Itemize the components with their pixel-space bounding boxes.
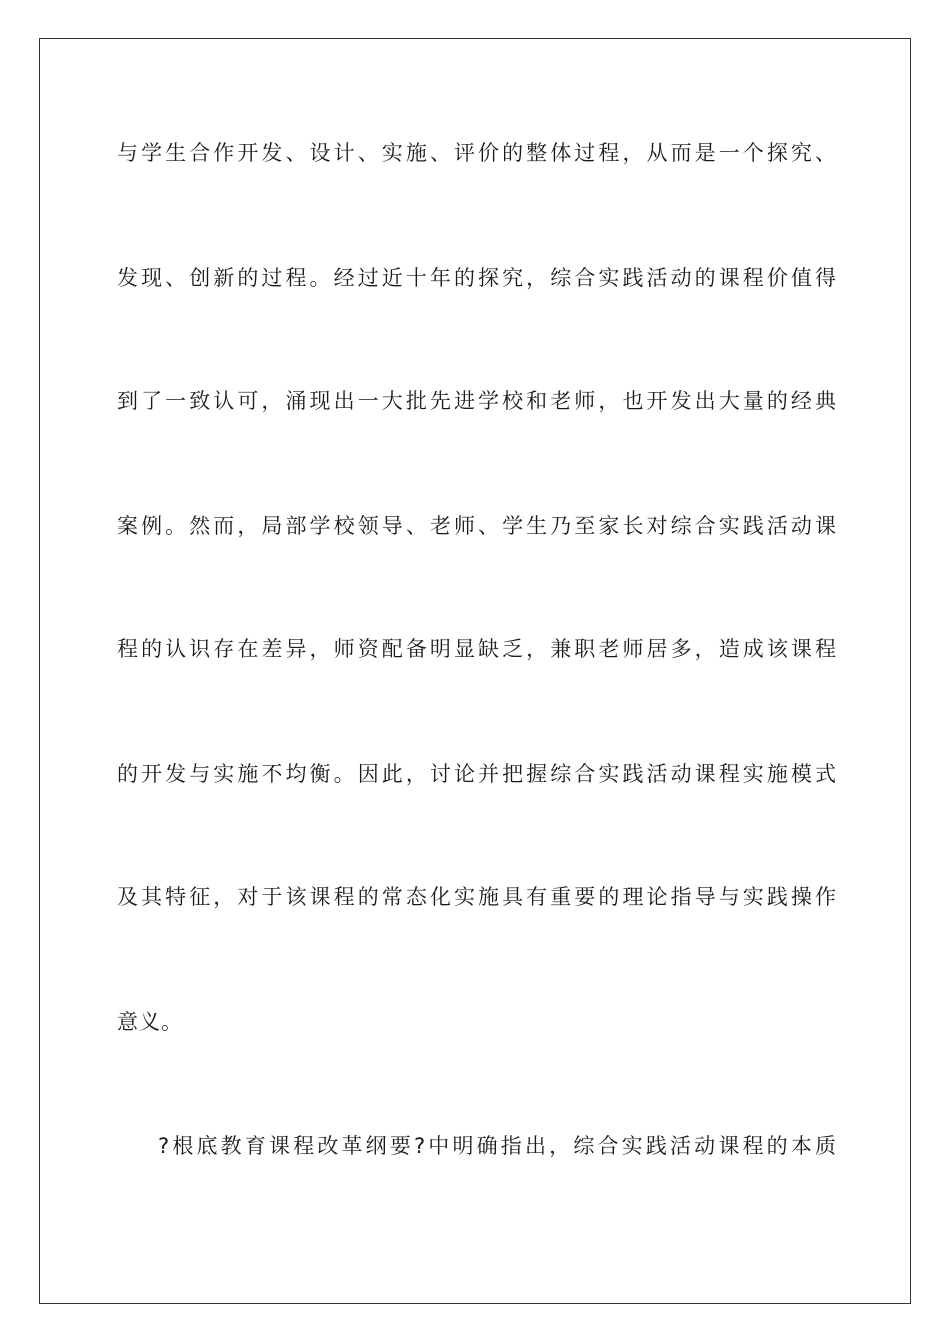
paragraph-line: 与学生合作开发、设计、实施、评价的整体过程，从而是一个探究、 [117, 141, 837, 165]
paragraph-line: 案例。然而，局部学校领导、老师、学生乃至家长对综合实践活动课 [117, 514, 837, 538]
paragraph-line: 发现、创新的过程。经过近十年的探究，综合实践活动的课程价值得 [117, 266, 837, 290]
page-border [39, 38, 911, 1304]
paragraph-line: 的开发与实施不均衡。因此，讨论并把握综合实践活动课程实施模式 [117, 762, 837, 786]
paragraph-line: 及其特征，对于该课程的常态化实施具有重要的理论指导与实践操作 [117, 885, 837, 909]
paragraph-first-line: ?根底教育课程改革纲要?中明确指出，综合实践活动课程的本质 [158, 1134, 837, 1158]
paragraph-line: 到了一致认可，涌现出一大批先进学校和老师，也开发出大量的经典 [117, 389, 837, 413]
paragraph-last-line: 意义。 [117, 1010, 183, 1034]
paragraph-line: 程的认识存在差异，师资配备明显缺乏，兼职老师居多，造成该课程 [117, 637, 837, 661]
